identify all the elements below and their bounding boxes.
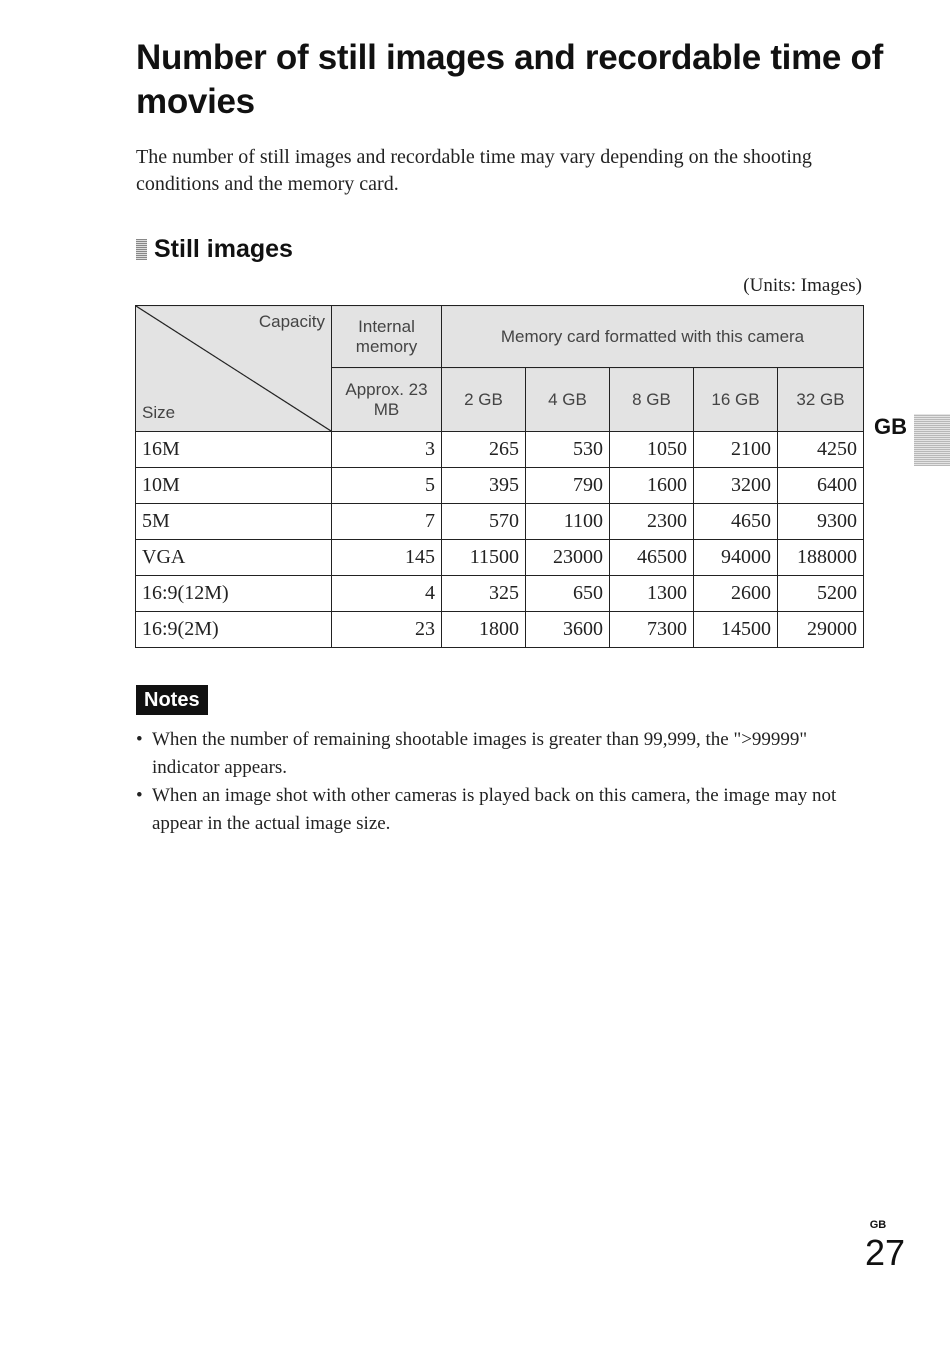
table-row <box>136 540 864 576</box>
corner-size-label: Size <box>142 403 176 422</box>
table-cell: 14500 <box>694 612 778 648</box>
page-language-label: GB <box>869 1219 887 1231</box>
table-cell: 3200 <box>694 468 778 504</box>
row-size-label: VGA <box>136 540 332 576</box>
table-row <box>136 468 864 504</box>
card-size-header: 2 GB <box>442 368 526 432</box>
language-side-tab: GB <box>874 414 907 439</box>
units-label: (Units: Images) <box>743 275 862 296</box>
table-row <box>136 432 864 468</box>
table-cell: 4250 <box>778 432 864 468</box>
page-number: 27 <box>864 1232 906 1273</box>
row-size-label: 10M <box>136 468 332 504</box>
table-cell: 2100 <box>694 432 778 468</box>
table-cell: 7300 <box>610 612 694 648</box>
row-size-label: 5M <box>136 504 332 540</box>
table-cell: 265 <box>442 432 526 468</box>
table-cell: 395 <box>442 468 526 504</box>
table-cell: 790 <box>526 468 610 504</box>
table-cell: 1100 <box>526 504 610 540</box>
card-size-header: 32 GB <box>778 368 864 432</box>
section-marker-icon <box>136 239 147 260</box>
row-size-label: 16:9(2M) <box>136 612 332 648</box>
page-title: Number of still images and recordable time of movies <box>136 38 883 121</box>
row-size-label: 16M <box>136 432 332 468</box>
side-tab-marker <box>914 414 950 466</box>
table-cell: 4650 <box>694 504 778 540</box>
still-images-table <box>135 305 864 648</box>
table-cell: 570 <box>442 504 526 540</box>
table-cell: 1600 <box>610 468 694 504</box>
table-cell: 23 <box>332 612 442 648</box>
table-cell: 4 <box>332 576 442 612</box>
section-title: Still images <box>154 235 293 263</box>
notes-list <box>136 726 866 838</box>
table-cell: 46500 <box>610 540 694 576</box>
intro-paragraph: The number of still images and recordable time may vary depending on the shooting conditions and the memory card. <box>136 146 812 195</box>
table-cell: 3600 <box>526 612 610 648</box>
table-body <box>136 432 864 648</box>
table-row <box>136 612 864 648</box>
table-cell: 29000 <box>778 612 864 648</box>
internal-approx-header: Approx. 23 MB <box>332 368 442 432</box>
table-cell: 5 <box>332 468 442 504</box>
note-item: • When the number of remaining shootable images is greater than 99,999, the ">99999" indicator appears. <box>136 726 866 782</box>
table-cell: 23000 <box>526 540 610 576</box>
table-cell: 188000 <box>778 540 864 576</box>
card-size-header: 8 GB <box>610 368 694 432</box>
table-cell: 7 <box>332 504 442 540</box>
table-cell: 530 <box>526 432 610 468</box>
card-size-header: 16 GB <box>694 368 778 432</box>
memory-card-header: Memory card formatted with this camera <box>442 306 864 368</box>
table-cell: 325 <box>442 576 526 612</box>
row-size-label: 16:9(12M) <box>136 576 332 612</box>
table-row <box>136 576 864 612</box>
table-cell: 650 <box>526 576 610 612</box>
table-cell: 94000 <box>694 540 778 576</box>
internal-memory-header: Internal memory <box>332 306 442 368</box>
card-size-header: 4 GB <box>526 368 610 432</box>
section-heading <box>136 233 293 265</box>
table-cell: 6400 <box>778 468 864 504</box>
table-cell: 9300 <box>778 504 864 540</box>
corner-capacity-label: Capacity <box>258 312 325 331</box>
table-cell: 1050 <box>610 432 694 468</box>
table-row <box>136 504 864 540</box>
table-cell: 2600 <box>694 576 778 612</box>
table-cell: 2300 <box>610 504 694 540</box>
table-cell: 1300 <box>610 576 694 612</box>
table-cell: 5200 <box>778 576 864 612</box>
table-cell: 145 <box>332 540 442 576</box>
table-cell: 3 <box>332 432 442 468</box>
table-cell: 11500 <box>442 540 526 576</box>
notes-badge: Notes <box>136 685 208 715</box>
note-item: • When an image shot with other cameras is played back on this camera, the image may not appear in the actual image size. <box>136 782 866 838</box>
table-corner-header <box>136 306 332 432</box>
table-cell: 1800 <box>442 612 526 648</box>
